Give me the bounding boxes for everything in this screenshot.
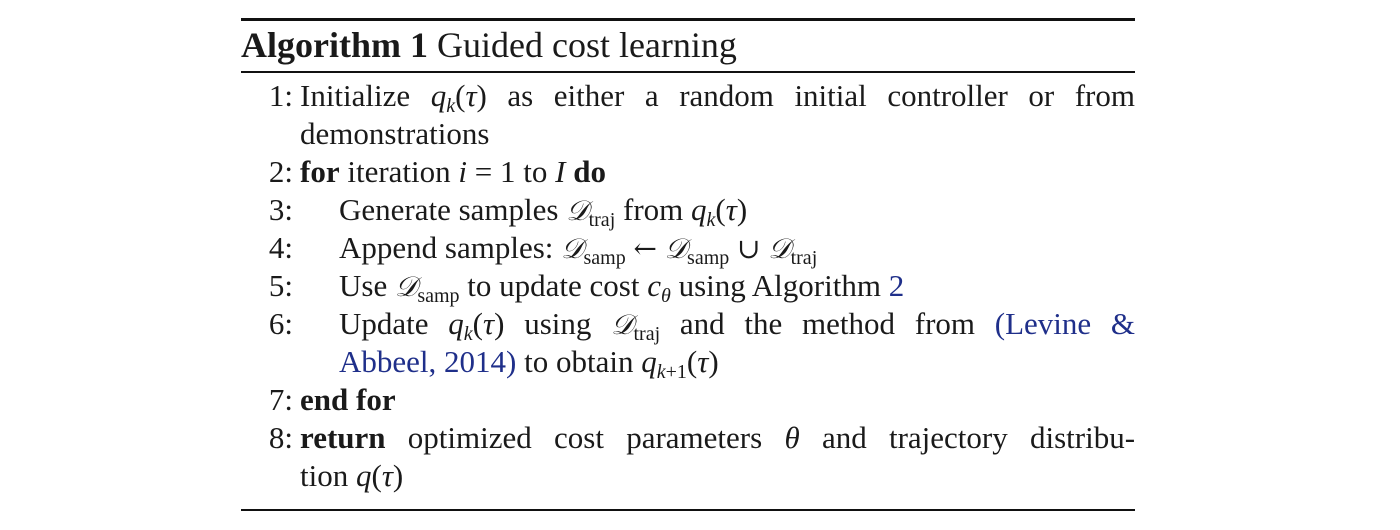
citation-link[interactable]: Abbeel, bbox=[339, 344, 437, 379]
step-number: 5: bbox=[268, 268, 293, 303]
top-rule bbox=[241, 18, 1135, 21]
step-text: tion q(τ) bbox=[300, 458, 404, 493]
algorithm-name: Guided cost learning bbox=[436, 25, 737, 65]
citation-link[interactable]: (Levine & bbox=[994, 306, 1136, 341]
citation-year-link[interactable]: 2014) bbox=[444, 344, 517, 379]
step-5 bbox=[241, 267, 1135, 305]
step-number: 8: bbox=[268, 420, 293, 455]
algorithm-label: Algorithm 1 bbox=[241, 25, 428, 65]
step-text: Abbeel, 2014) to obtain $qk_{+1}(\tau)$ bbox=[339, 344, 719, 383]
step-6-continued bbox=[241, 343, 1135, 381]
step-text: Generate samples 𝒟$_{traj}$ from qk(τ) bbox=[339, 192, 748, 231]
algorithm-2-link[interactable]: 2 bbox=[888, 268, 905, 303]
step-number: 3: bbox=[268, 192, 293, 227]
step-6 bbox=[241, 305, 1135, 343]
step-number: 6: bbox=[268, 306, 293, 341]
step-text: Append samples: 𝒟$_{samp}$ ← 𝒟$_{samp}$ ∪ 𝒟$_{traj}$ bbox=[339, 230, 818, 269]
step-number: 2: bbox=[268, 154, 293, 189]
step-4 bbox=[241, 229, 1135, 267]
step-1 bbox=[241, 77, 1135, 115]
step-8-continued bbox=[241, 457, 1135, 495]
step-text: demonstrations bbox=[300, 116, 490, 151]
step-number: 7: bbox=[268, 382, 293, 417]
step-2 bbox=[241, 153, 1135, 191]
step-1-continued bbox=[241, 115, 1135, 153]
step-7 bbox=[241, 381, 1135, 419]
title-rule bbox=[241, 71, 1135, 73]
step-text: Update qk(τ) using 𝒟$_{traj}$ and the method from (Levine & bbox=[339, 306, 1136, 345]
step-8 bbox=[241, 419, 1135, 457]
step-number: 4: bbox=[268, 230, 293, 265]
step-text: for iteration i = 1 to I do bbox=[300, 154, 606, 189]
step-number: 1: bbox=[268, 78, 293, 113]
step-text: end for bbox=[300, 382, 396, 417]
step-text: return optimized cost parameters θ and trajectory distribu- bbox=[300, 420, 1136, 455]
algorithm-title bbox=[241, 25, 737, 65]
step-text: Use 𝒟$_{samp}$ to update cost cθ using Algorithm 2 bbox=[339, 268, 905, 307]
bottom-rule bbox=[241, 509, 1135, 511]
algorithm-box bbox=[241, 18, 1135, 512]
step-3 bbox=[241, 191, 1135, 229]
step-text: Initialize qk(τ) as either a random initial controller or from bbox=[300, 78, 1135, 117]
